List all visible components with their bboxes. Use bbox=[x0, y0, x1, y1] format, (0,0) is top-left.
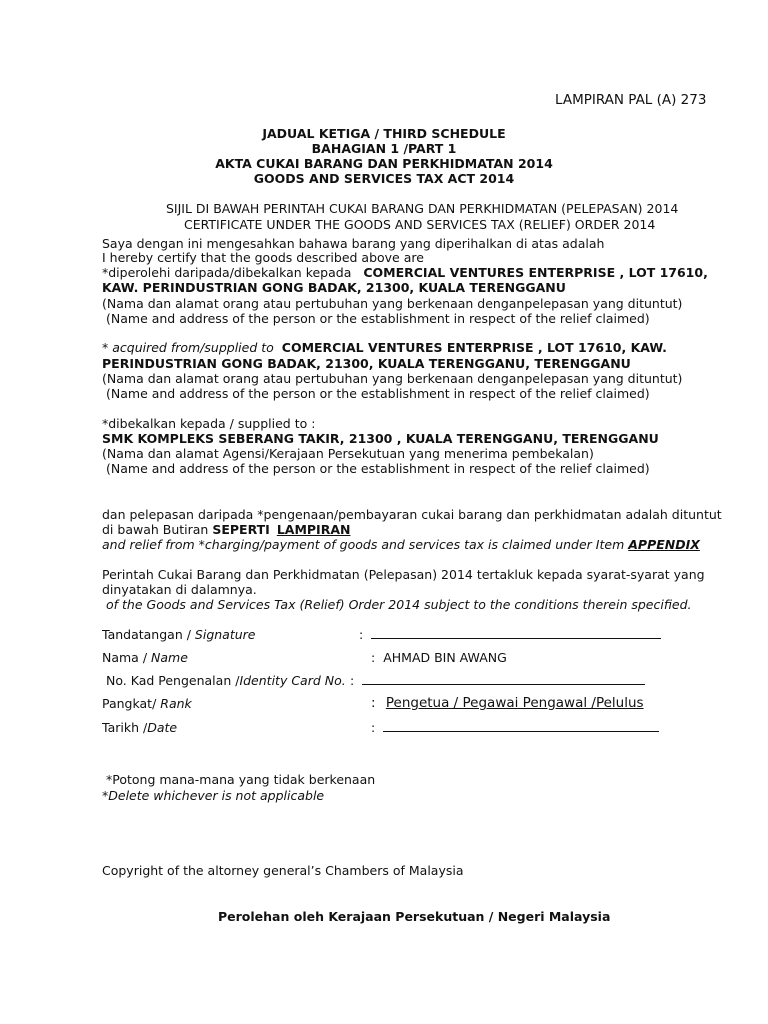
relief-english-text: and relief from *charging/payment of goods and services tax is claimed under Item bbox=[102, 537, 625, 552]
block1-value-2: KAW. PERINDUSTRIAN GONG BADAK, 21300, KUALA TERENGGANU bbox=[102, 280, 566, 295]
relief-appendix: APPENDIX bbox=[628, 537, 700, 552]
certify-english: I hereby certify that the goods described above are bbox=[102, 250, 424, 265]
certify-malay: Saya dengan ini mengesahkan bahawa barang yang diperihalkan di atas adalah bbox=[102, 236, 605, 251]
block1-note-english: (Name and address of the person or the establishment in respect of the relief claimed) bbox=[106, 311, 650, 326]
relief-malay-1: dan pelepasan daripada *pengenaan/pembayaran cukai barang dan perkhidmatan adalah dituntut bbox=[102, 507, 722, 522]
signature-label-malay: Tandatangan / bbox=[102, 627, 191, 642]
title-line-1: JADUAL KETIGA / THIRD SCHEDULE bbox=[262, 126, 506, 141]
relief-seperti: SEPERTI bbox=[212, 522, 270, 537]
copyright-notice: Copyright of the altorney general’s Chambers of Malaysia bbox=[102, 863, 464, 878]
subtitle-english: CERTIFICATE UNDER THE GOODS AND SERVICES TAX (RELIEF) ORDER 2014 bbox=[184, 217, 656, 232]
rank-row bbox=[371, 695, 644, 711]
rank-label bbox=[102, 696, 192, 711]
signature-label-english: Signature bbox=[194, 627, 256, 642]
name-value: AHMAD BIN AWANG bbox=[383, 650, 507, 665]
order-malay-1: Perintah Cukai Barang dan Perkhidmatan (Pelepasan) 2014 tertakluk kepada syarat-syarat yang bbox=[102, 567, 705, 582]
date-line[interactable] bbox=[383, 720, 659, 732]
date-colon: : bbox=[371, 720, 376, 735]
date-label-malay: Tarikh / bbox=[102, 720, 148, 735]
block3-label: *dibekalkan kepada / supplied to : bbox=[102, 416, 316, 431]
block3-note-malay: (Nama dan alamat Agensi/Kerajaan Persekutuan yang menerima pembekalan) bbox=[102, 446, 594, 461]
rank-label-malay: Pangkat/ bbox=[102, 696, 157, 711]
signature-row bbox=[359, 627, 661, 642]
rank-label-english: Rank bbox=[160, 696, 192, 711]
block1-line1 bbox=[102, 265, 708, 280]
block2-line1 bbox=[102, 340, 667, 355]
title-line-4: GOODS AND SERVICES TAX ACT 2014 bbox=[253, 171, 515, 186]
footer-procurement: Perolehan oleh Kerajaan Persekutuan / Negeri Malaysia bbox=[218, 909, 611, 924]
signature-label bbox=[102, 627, 256, 642]
name-label-malay: Nama / bbox=[102, 650, 148, 665]
block2-label: * acquired from/supplied to bbox=[102, 340, 274, 355]
block3-value: SMK KOMPLEKS SEBERANG TAKIR, 21300 , KUALA TERENGGANU, TERENGGANU bbox=[102, 431, 659, 446]
date-row bbox=[371, 720, 659, 735]
block2-value-1: COMERCIAL VENTURES ENTERPRISE , LOT 17610, KAW. bbox=[281, 340, 667, 355]
block1-note-malay: (Nama dan alamat orang atau pertubuhan yang berkenaan denganpelepasan yang dituntut) bbox=[102, 296, 683, 311]
block3-note-english: (Name and address of the person or the establishment in respect of the relief claimed) bbox=[106, 461, 650, 476]
rank-value: Pengetua / Pegawai Pengawal /Pelulus bbox=[385, 695, 644, 711]
name-label-english: Name bbox=[151, 650, 188, 665]
order-english: of the Goods and Services Tax (Relief) Order 2014 subject to the conditions therein specified. bbox=[106, 597, 692, 612]
name-label bbox=[102, 650, 188, 665]
signature-colon: : bbox=[359, 627, 364, 642]
relief-prefix: di bawah Butiran bbox=[102, 522, 209, 537]
ic-row bbox=[350, 673, 645, 688]
ic-line[interactable] bbox=[362, 673, 645, 685]
relief-english bbox=[102, 537, 700, 552]
rank-colon: : bbox=[371, 695, 376, 711]
title-line-3: AKTA CUKAI BARANG DAN PERKHIDMATAN 2014 bbox=[215, 156, 553, 171]
ic-label bbox=[106, 673, 346, 688]
subtitle-malay: SIJIL DI BAWAH PERINTAH CUKAI BARANG DAN PERKHIDMATAN (PELEPASAN) 2014 bbox=[166, 201, 679, 216]
footnote-malay: *Potong mana-mana yang tidak berkenaan bbox=[106, 772, 376, 787]
schedule-reference: LAMPIRAN PAL (A) 273 bbox=[555, 92, 707, 108]
block1-value-1: COMERCIAL VENTURES ENTERPRISE , LOT 17610, bbox=[363, 265, 708, 280]
relief-lampiran: LAMPIRAN bbox=[276, 522, 351, 537]
ic-label-english: Identity Card No. bbox=[239, 673, 346, 688]
date-label-english: Date bbox=[147, 720, 178, 735]
footnote-english: *Delete whichever is not applicable bbox=[102, 788, 325, 803]
ic-label-malay: No. Kad Pengenalan / bbox=[106, 673, 240, 688]
title-line-2: BAHAGIAN 1 /PART 1 bbox=[311, 141, 457, 156]
relief-malay-2 bbox=[102, 522, 350, 537]
order-malay-2: dinyatakan di dalamnya. bbox=[102, 582, 257, 597]
signature-line[interactable] bbox=[371, 627, 661, 639]
date-label bbox=[102, 720, 177, 735]
ic-colon: : bbox=[350, 673, 355, 688]
block2-note-english: (Name and address of the person or the establishment in respect of the relief claimed) bbox=[106, 386, 650, 401]
name-row bbox=[371, 650, 507, 665]
block2-note-malay: (Nama dan alamat orang atau pertubuhan yang berkenaan denganpelepasan yang dituntut) bbox=[102, 371, 683, 386]
block1-label: *diperolehi daripada/dibekalkan kepada bbox=[102, 265, 352, 280]
name-colon: : bbox=[371, 650, 376, 665]
block2-value-2: PERINDUSTRIAN GONG BADAK, 21300, KUALA TERENGGANU, TERENGGANU bbox=[102, 356, 631, 371]
